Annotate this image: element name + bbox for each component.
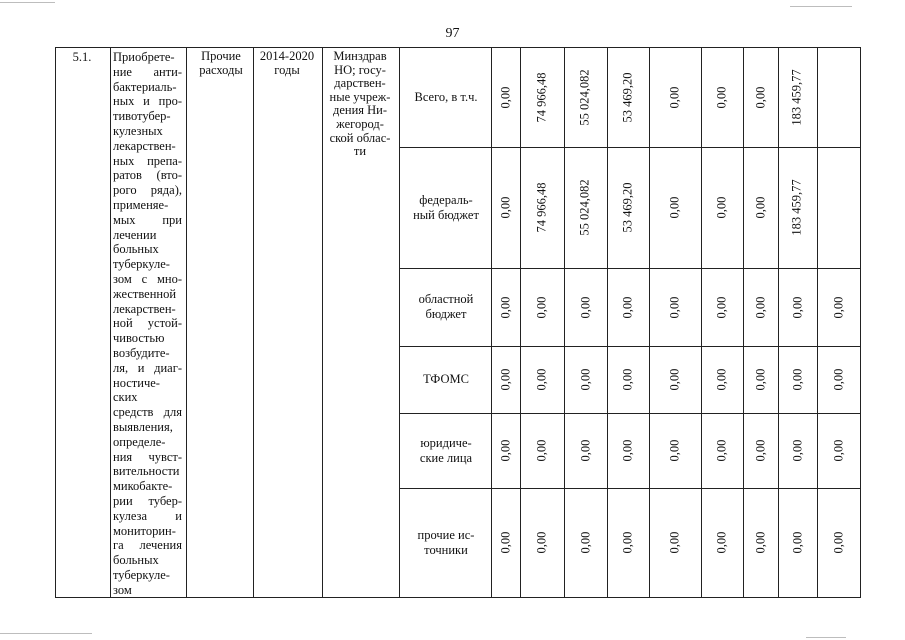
executor-line: ти (353, 144, 367, 159)
executor-line: дения Ни- (332, 103, 388, 118)
amount-value: 0,00 (714, 296, 729, 318)
executor-line: НО; госу- (334, 62, 386, 77)
amount-cell (778, 147, 817, 268)
description-line: ния чувст- (113, 449, 182, 464)
amount-cell (743, 488, 778, 597)
description-line: больных (113, 553, 159, 568)
executor-line: Минздрав (333, 49, 387, 63)
description-line: Приобрете- (113, 50, 175, 64)
amount-cell (649, 47, 701, 147)
description-line: жественной (113, 286, 177, 301)
amount-cell (778, 346, 817, 413)
amount-cell (520, 346, 564, 413)
description-line: выявления, (113, 419, 173, 434)
amount-cell (564, 488, 607, 597)
amount-cell (564, 147, 607, 268)
amount-cell (491, 488, 520, 597)
scan-edge-line (790, 6, 852, 7)
amount-cell (701, 47, 743, 147)
amount-value: 0,00 (667, 368, 682, 391)
table-column-line (110, 47, 111, 598)
amount-cell (607, 268, 649, 346)
amount-cell (564, 47, 607, 147)
amount-cell (743, 413, 778, 488)
amount-value: 0,00 (714, 86, 729, 108)
period-line: 2014-2020 (259, 49, 315, 63)
source-label-line: ТФОМС (423, 372, 469, 386)
amount-value: 0,00 (714, 531, 729, 554)
amount-value: 74 966,48 (534, 182, 549, 233)
amount-cell (564, 346, 607, 413)
source-label-line: прочие ис- (417, 527, 475, 542)
amount-cell (778, 47, 817, 147)
amount-cell (817, 268, 860, 346)
amount-value: 0,00 (831, 439, 845, 462)
amount-value: 0,00 (498, 368, 512, 391)
amount-value: 53 469,20 (620, 72, 635, 122)
amount-cell (817, 413, 860, 488)
description-line: мониторин- (113, 523, 176, 538)
description-line: возбудите- (113, 345, 170, 360)
source-label (401, 268, 491, 346)
description-line: чивостью (113, 331, 165, 346)
amount-value: 0,00 (790, 368, 804, 391)
amount-cell (520, 47, 564, 147)
amount-cell (817, 488, 860, 597)
amount-value: 55 024,082 (578, 68, 592, 126)
executor-line: ные учреж- (329, 89, 391, 104)
scan-edge-line (806, 637, 846, 638)
amount-cell (778, 268, 817, 346)
amount-value: 0,00 (578, 439, 592, 462)
source-label-line: Всего, в т.ч. (414, 89, 478, 104)
description-line: зом с мно- (113, 271, 182, 286)
amount-cell (701, 346, 743, 413)
description-line: кулезных (113, 123, 163, 138)
source-label-line: ские лица (419, 450, 473, 465)
period (256, 50, 318, 77)
amount-value: 0,00 (667, 531, 682, 554)
row-description (113, 50, 182, 597)
amount-value: 0,00 (667, 296, 682, 318)
description-line: туберкуле- (113, 567, 170, 582)
amount-value: 0,00 (620, 439, 635, 462)
amount-value: 0,00 (831, 368, 845, 391)
source-label (401, 346, 491, 413)
amount-value: 74 966,48 (534, 72, 549, 122)
amount-cell (649, 268, 701, 346)
amount-cell (564, 413, 607, 488)
amount-cell (520, 413, 564, 488)
source-label (401, 488, 491, 597)
amount-cell (607, 47, 649, 147)
description-line: ностиче- (113, 375, 160, 390)
description-line: ной устой- (113, 316, 182, 331)
amount-cell (607, 488, 649, 597)
description-line: ние анти- (113, 64, 182, 79)
source-label-line: федераль- (419, 192, 473, 207)
executor (324, 50, 396, 159)
table-column-line (253, 47, 254, 598)
amount-value: 0,00 (534, 439, 549, 462)
amount-value: 0,00 (534, 296, 549, 318)
amount-cell (743, 346, 778, 413)
amount-value: 0,00 (620, 531, 635, 554)
amount-value: 0,00 (578, 296, 592, 318)
amount-value: 0,00 (753, 531, 767, 554)
table-column-line (399, 47, 400, 598)
amount-cell (649, 147, 701, 268)
amount-cell (778, 413, 817, 488)
amount-value: 183 459,77 (790, 68, 804, 126)
source-label-line: бюджет (425, 307, 467, 321)
description-line: ля, и диаг- (113, 360, 182, 375)
description-line: ных препа- (113, 153, 182, 168)
description-line: микобакте- (113, 479, 173, 494)
amount-cell (607, 147, 649, 268)
amount-cell (701, 488, 743, 597)
description-line: мых при (113, 212, 182, 227)
amount-value: 0,00 (714, 439, 729, 462)
amount-cell (564, 268, 607, 346)
amount-cell (701, 268, 743, 346)
period-line: годы (274, 62, 300, 77)
description-line: тивотубер- (113, 109, 171, 124)
description-line: рого ряда), (113, 183, 182, 198)
table-column-line (322, 47, 323, 598)
amount-value: 0,00 (498, 296, 512, 318)
description-line: лечении (113, 227, 157, 242)
amount-value: 0,00 (790, 531, 804, 554)
description-line: рии тубер- (113, 493, 182, 508)
amount-cell (817, 346, 860, 413)
amount-cell (701, 413, 743, 488)
description-line: зом (113, 582, 132, 597)
amount-cell (520, 488, 564, 597)
amount-value: 55 024,082 (578, 179, 592, 236)
amount-cell (649, 488, 701, 597)
amount-value: 0,00 (498, 86, 512, 108)
expense-type (189, 50, 253, 77)
amount-value: 0,00 (534, 531, 549, 554)
table-column-line (55, 47, 56, 598)
amount-value: 0,00 (620, 296, 635, 318)
amount-value: 0,00 (790, 439, 804, 462)
page-number: 97 (445, 26, 460, 41)
description-line: вительности (113, 464, 180, 479)
description-line: ских (113, 390, 138, 405)
description-line: туберкуле- (113, 257, 170, 272)
amount-value: 0,00 (753, 368, 767, 391)
amount-cell (649, 346, 701, 413)
amount-value: 0,00 (620, 368, 635, 391)
description-line: га лечения (113, 538, 182, 553)
amount-value: 0,00 (667, 439, 682, 462)
amount-cell (520, 147, 564, 268)
description-line: бактериаль- (113, 79, 177, 94)
scan-edge-line (0, 633, 92, 634)
expense-type-line: расходы (199, 62, 243, 77)
description-line: кулеза и (113, 508, 182, 523)
amount-value: 183 459,77 (790, 179, 804, 236)
amount-value: 0,00 (498, 531, 512, 554)
amount-cell (701, 147, 743, 268)
source-label-line: юридиче- (420, 435, 472, 450)
amount-value: 0,00 (831, 296, 845, 318)
source-label (401, 47, 491, 147)
amount-cell (520, 268, 564, 346)
description-line: применяе- (113, 197, 169, 212)
amount-value: 0,00 (667, 86, 682, 108)
amount-value: 0,00 (714, 196, 729, 219)
expense-type-line: Прочие (201, 49, 241, 63)
amount-value: 0,00 (790, 296, 804, 318)
amount-value: 0,00 (578, 531, 592, 554)
source-label (401, 147, 491, 268)
amount-value: 0,00 (498, 439, 512, 462)
amount-cell (607, 346, 649, 413)
amount-value: 53 469,20 (620, 182, 635, 233)
executor-line: дарствен- (334, 76, 386, 91)
amount-cell (607, 413, 649, 488)
amount-cell (743, 147, 778, 268)
row-number: 5.1. (72, 50, 92, 64)
amount-value: 0,00 (753, 296, 767, 318)
amount-cell (491, 268, 520, 346)
table-column-line (186, 47, 187, 598)
amount-cell (491, 346, 520, 413)
description-line: лекарствен- (113, 138, 176, 153)
amount-value: 0,00 (578, 368, 592, 391)
amount-cell (491, 47, 520, 147)
source-label (401, 413, 491, 488)
executor-line: жегород- (336, 116, 384, 131)
amount-cell (778, 488, 817, 597)
source-label-line: ный бюджет (413, 207, 479, 222)
amount-value: 0,00 (831, 531, 845, 554)
amount-value: 0,00 (753, 196, 767, 219)
source-label-line: областной (418, 292, 474, 306)
executor-line: ской облас- (329, 130, 391, 145)
amount-cell (491, 147, 520, 268)
amount-value: 0,00 (667, 196, 682, 219)
amount-value: 0,00 (753, 86, 767, 108)
description-line: средств для (113, 405, 182, 420)
description-line: определе- (113, 434, 166, 449)
amount-cell (649, 413, 701, 488)
scan-edge-line (0, 2, 55, 3)
description-line: лекарствен- (113, 301, 176, 316)
amount-value: 0,00 (753, 439, 767, 462)
table-column-line (860, 47, 861, 598)
amount-cell (743, 268, 778, 346)
description-line: ратов (вто- (113, 168, 182, 183)
amount-value: 0,00 (534, 368, 549, 391)
source-label-line: точники (424, 542, 468, 557)
amount-value: 0,00 (498, 196, 512, 219)
description-line: ных и про- (113, 94, 182, 109)
amount-cell (743, 47, 778, 147)
amount-value: 0,00 (714, 368, 729, 391)
amount-cell (491, 413, 520, 488)
description-line: больных (113, 242, 159, 257)
